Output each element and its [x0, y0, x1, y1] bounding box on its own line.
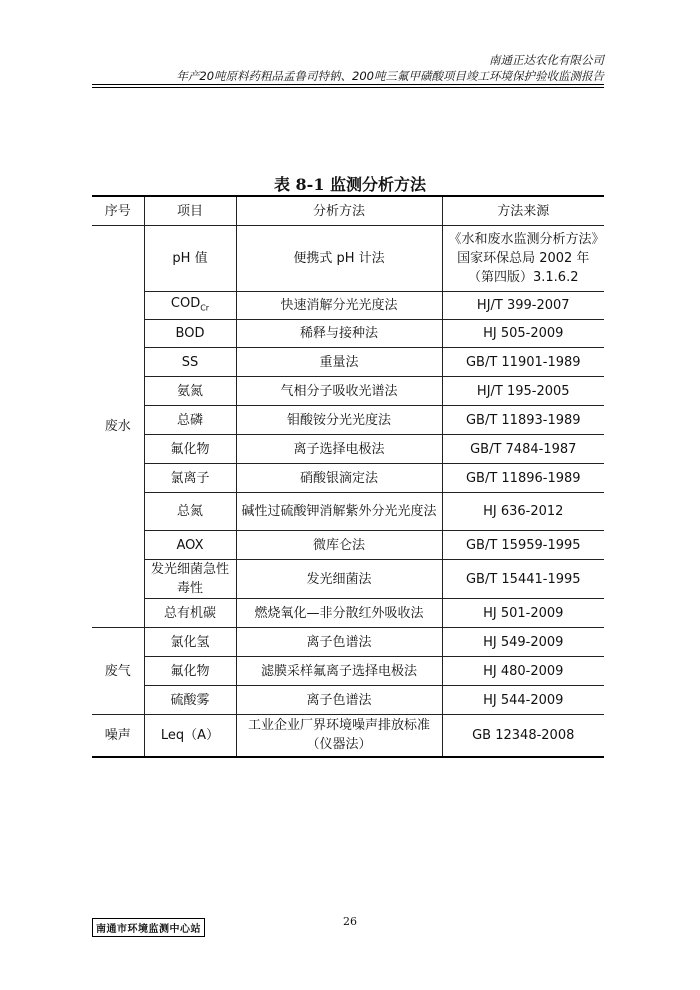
method-cell: 气相分子吸收光谱法	[236, 377, 442, 406]
item-cell: 总氮	[144, 493, 236, 531]
source-cell: HJ 549-2009	[442, 628, 604, 657]
method-cell: 滤膜采样氟离子选择电极法	[236, 657, 442, 686]
source-cell: GB/T 11896-1989	[442, 464, 604, 493]
source-cell: HJ 505-2009	[442, 320, 604, 348]
source-cell: GB/T 11901-1989	[442, 348, 604, 377]
method-cell: 微库仑法	[236, 531, 442, 560]
method-cell: 稀释与接种法	[236, 320, 442, 348]
source-cell: HJ 501-2009	[442, 599, 604, 628]
category-wastewater: 废水	[92, 226, 144, 628]
header-rule-bottom	[92, 87, 604, 88]
method-cell: 硝酸银滴定法	[236, 464, 442, 493]
source-cell: GB/T 15959-1995	[442, 531, 604, 560]
item-cell: 硫酸雾	[144, 686, 236, 715]
table-row	[92, 686, 604, 715]
table-row	[92, 406, 604, 435]
item-subscript: Cr	[200, 303, 210, 313]
item-cell: BOD	[144, 320, 236, 348]
table-row	[92, 531, 604, 560]
item-cell: 氟化物	[144, 657, 236, 686]
item-cell	[144, 292, 236, 320]
header-rule-top	[92, 84, 604, 85]
item-cell: 发光细菌急性毒性	[144, 560, 236, 599]
table-row	[92, 435, 604, 464]
table-row	[92, 715, 604, 757]
item-cell: 氯化氢	[144, 628, 236, 657]
method-cell: 便携式 pH 计法	[236, 226, 442, 292]
source-cell: GB/T 11893-1989	[442, 406, 604, 435]
table-row	[92, 599, 604, 628]
table-title: 表 8-1 监测分析方法	[273, 175, 427, 194]
source-cell: HJ/T 399-2007	[442, 292, 604, 320]
table-row	[92, 657, 604, 686]
table-row	[92, 292, 604, 320]
method-cell: 离子选择电极法	[236, 435, 442, 464]
table-row	[92, 628, 604, 657]
source-cell: HJ 636-2012	[442, 493, 604, 531]
item-cell: 氨氮	[144, 377, 236, 406]
table-row	[92, 348, 604, 377]
source-cell: GB 12348-2008	[442, 715, 604, 757]
source-cell: 《水和废水监测分析方法》国家环保总局 2002 年（第四版）3.1.6.2	[442, 226, 604, 292]
method-cell: 工业企业厂界环境噪声排放标准（仪器法）	[236, 715, 442, 757]
item-cell: 氯离子	[144, 464, 236, 493]
source-cell: HJ/T 195-2005	[442, 377, 604, 406]
method-cell: 燃烧氧化—非分散红外吸收法	[236, 599, 442, 628]
method-cell: 离子色谱法	[236, 628, 442, 657]
source-cell: HJ 544-2009	[442, 686, 604, 715]
category-waste-gas: 废气	[92, 628, 144, 715]
item-cell: 总磷	[144, 406, 236, 435]
col-header-method: 分析方法	[236, 196, 442, 226]
source-cell: HJ 480-2009	[442, 657, 604, 686]
table-header-row	[92, 196, 604, 226]
method-cell: 钼酸铵分光光度法	[236, 406, 442, 435]
header-report-title: 年产20吨原料药粗品孟鲁司特钠、200吨三氟甲磺酸项目竣工环境保护验收监测报告	[176, 69, 604, 83]
col-header-index: 序号	[92, 196, 144, 226]
item-cell: pH 值	[144, 226, 236, 292]
item-cell: AOX	[144, 531, 236, 560]
method-cell: 重量法	[236, 348, 442, 377]
item-text: COD	[170, 295, 201, 311]
source-cell: GB/T 7484-1987	[442, 435, 604, 464]
item-cell: 总有机碳	[144, 599, 236, 628]
method-cell: 碱性过硫酸钾消解紫外分光光度法	[236, 493, 442, 531]
source-cell: GB/T 15441-1995	[442, 560, 604, 599]
method-cell: 快速消解分光光度法	[236, 292, 442, 320]
item-cell: SS	[144, 348, 236, 377]
item-cell: 氟化物	[144, 435, 236, 464]
table-row	[92, 560, 604, 599]
col-header-item: 项目	[144, 196, 236, 226]
station-stamp: 南通市环境监测中心站	[92, 918, 205, 937]
table-row	[92, 464, 604, 493]
method-cell: 离子色谱法	[236, 686, 442, 715]
table-row	[92, 493, 604, 531]
analysis-methods-table	[92, 195, 604, 758]
category-noise: 噪声	[92, 715, 144, 757]
table-row	[92, 226, 604, 292]
table-row	[92, 377, 604, 406]
item-cell: Leq（A）	[144, 715, 236, 757]
method-cell: 发光细菌法	[236, 560, 442, 599]
header-company: 南通正达农化有限公司	[489, 53, 604, 67]
col-header-source: 方法来源	[442, 196, 604, 226]
page-number: 26	[343, 915, 357, 928]
table-row	[92, 320, 604, 348]
